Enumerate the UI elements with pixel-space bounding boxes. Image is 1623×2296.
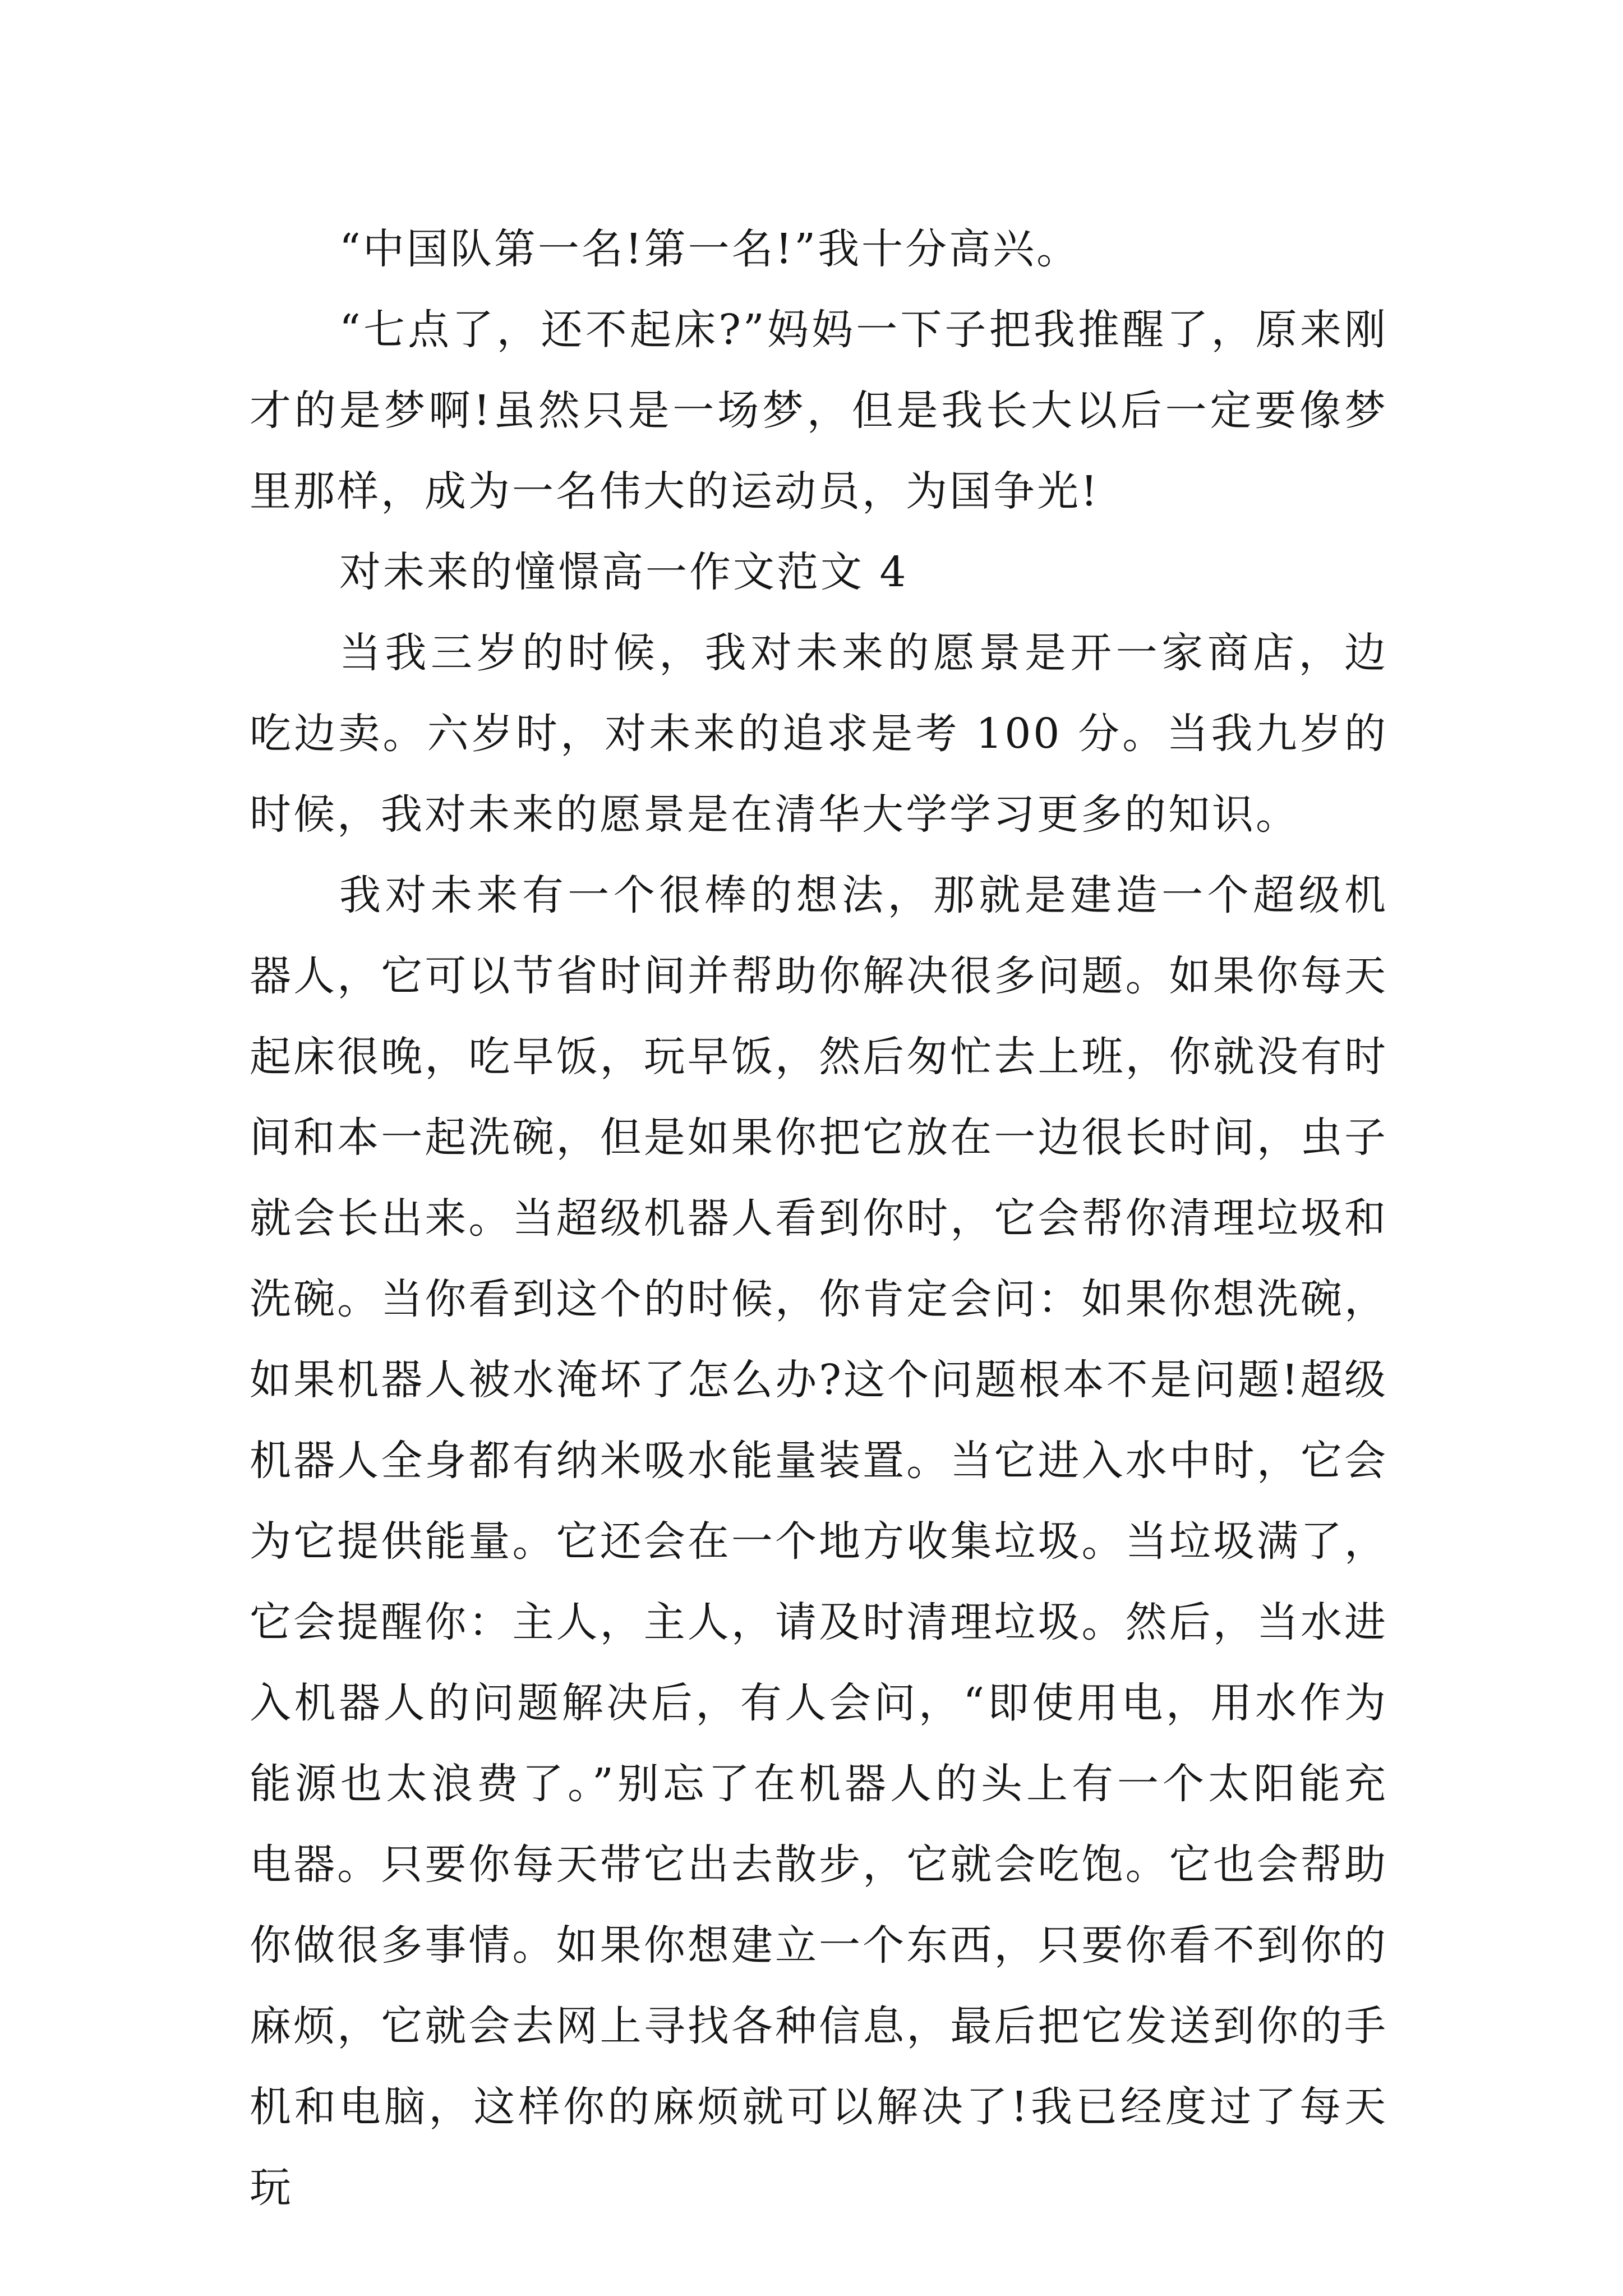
paragraph: “中国队第一名!第一名!”我十分高兴。 bbox=[339, 225, 1081, 273]
paragraph: 当我三岁的时候，我对未来的愿景是开一家商店，边吃边卖。六岁时，对未来的追求是考 100 分。当我九岁的时候，我对未来的愿景是在清华大学学习更多的知识。 bbox=[250, 629, 1388, 839]
document-body bbox=[250, 209, 1388, 2228]
paragraph: “七点了，还不起床?”妈妈一下子把我推醒了，原来刚才的是梦啊!虽然只是一场梦，但是我长大以后一定要像梦里那样，成为一名伟大的运动员，为国争光! bbox=[250, 306, 1388, 516]
paragraph: 我对未来有一个很棒的想法，那就是建造一个超级机器人，它可以节省时间并帮助你解决很多问题。如果你每天起床很晚，吃早饭，玩早饭，然后匆忙去上班，你就没有时间和本一起洗碗，但是如果你把它放在一边很长时间，虫子就会长出来。当超级机器人看到你时，它会帮你清理垃圾和洗碗。当你看到这个的时候，你肯定会问：如果你想洗碗，如果机器人被水淹坏了怎么办?这个问题根本不是问题!超级机器人全身都有纳米吸水能量装置。当它进入水中时，它会为它提供能量。它还会在一个地方收集垃圾。当垃圾满了，它会提醒你：主人，主人，请及时清理垃圾。然后，当水进入机器人的问题解决后，有人会问，“即使用电，用水作为能源也太浪费了。”别忘了在机器人的头上有一个太阳能充电器。只要你每天带它出去散步，它就会吃饱。它也会帮助你做很多事情。如果你想建立一个东西，只要你看不到你的麻烦，它就会去网上寻找各种信息，最后把它发送到你的手机和电脑，这样你的麻烦就可以解决了!我已经度过了每天玩 bbox=[250, 871, 1388, 2212]
section-heading: 对未来的憧憬高一作文范文 4 bbox=[339, 548, 909, 596]
